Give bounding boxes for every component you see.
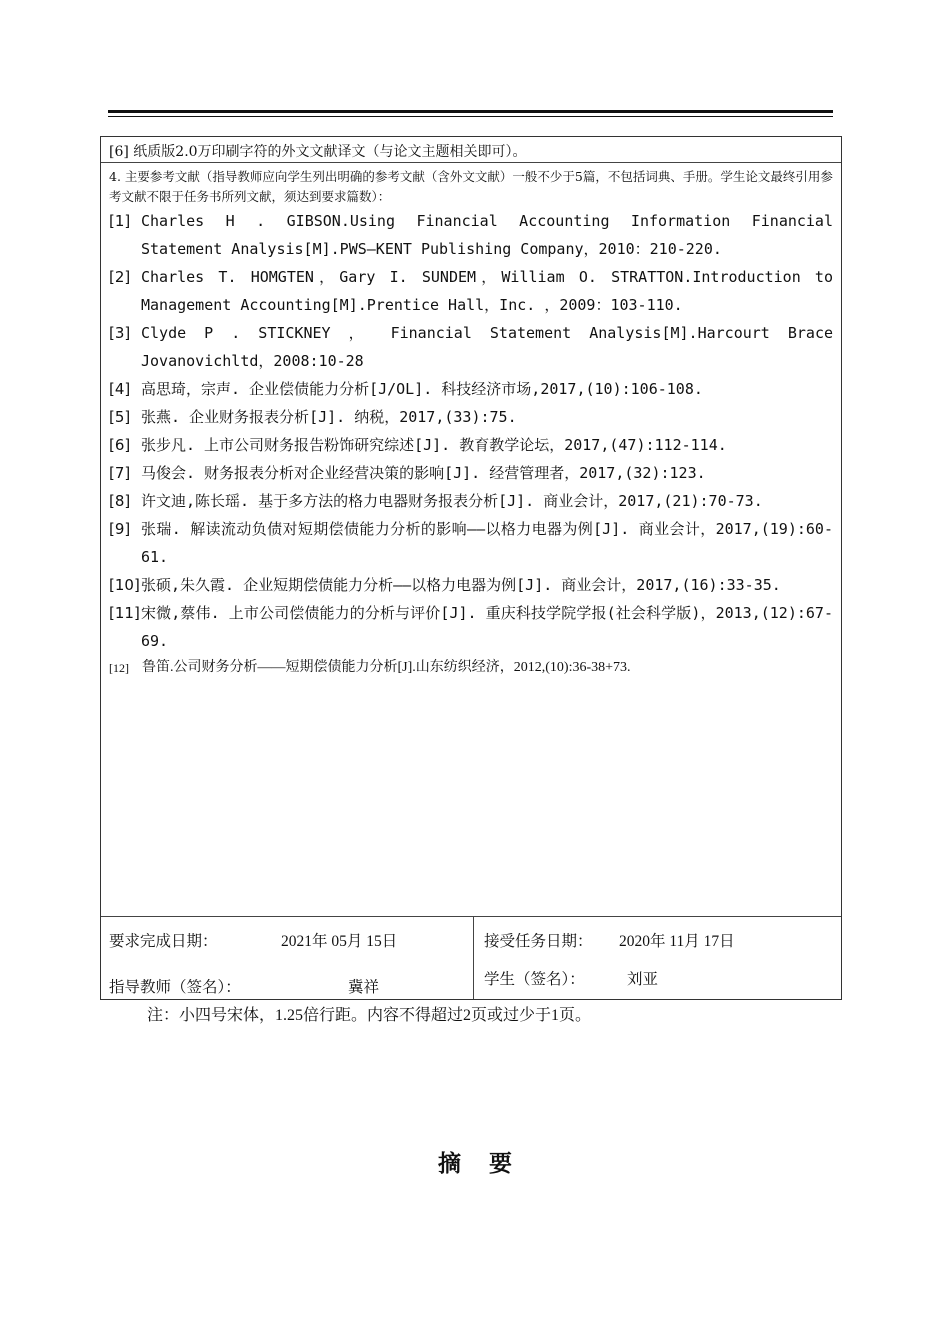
reference-text: 张步凡. 上市公司财务报告粉饰研究综述[J]. 教育教学论坛，2017,(47):112-114.: [141, 436, 727, 454]
format-note: 注：小四号宋体，1.25倍行距。内容不得超过2页或过少于1页。: [147, 1007, 592, 1024]
teacher-signature-label: 指导教师（签名）：: [109, 979, 241, 996]
reference-item: [109, 403, 833, 431]
reference-text: Clyde P . STICKNEY ， Financial Statement Analysis[M].Harcourt Brace Jovanovichltd，2008:10-28: [141, 324, 833, 370]
reference-item: [109, 207, 833, 263]
reference-item: [109, 319, 833, 375]
translation-requirement: [6] 纸质版2.0万印刷字符的外文文献译文（与论文主题相关即可）。: [109, 144, 527, 160]
reference-number: [7]: [109, 464, 131, 482]
task-table: [100, 136, 842, 1000]
accept-date-value: 2020年 11月 17日: [619, 933, 735, 950]
reference-text: 鲁笛.公司财务分析——短期偿债能力分析[J].山东纺织经济，2012,(10):36-38+73.: [142, 660, 631, 675]
reference-item: [109, 263, 833, 319]
reference-text: 马俊会. 财务报表分析对企业经营决策的影响[J]. 经营管理者，2017,(32):123.: [141, 464, 706, 482]
reference-text: 许文迪,陈长瑶. 基于多方法的格力电器财务报表分析[J]. 商业会计，2017,(21):70-73.: [141, 492, 763, 510]
references-intro: 4. 主要参考文献（指导教师应向学生列出明确的参考文献（含外文文献）一般不少于5篇，不包括词典、手册。学生论文最终引用参考文献不限于任务书所列文献，须达到要求篇数）：: [109, 169, 833, 204]
reference-text: 高思琦，宗声. 企业偿债能力分析[J/OL]. 科技经济市场,2017,(10):106-108.: [141, 380, 703, 398]
reference-text: 宋微,蔡伟. 上市公司偿债能力的分析与评价[J]. 重庆科技学院学报(社会科学版)，2013,(12):67-69.: [141, 604, 833, 650]
reference-item: [109, 655, 833, 681]
table-column-divider: [473, 916, 474, 999]
reference-number: [11]: [109, 604, 140, 622]
teacher-signature-name: 冀祥: [348, 979, 380, 996]
reference-number: [4]: [109, 380, 131, 398]
table-divider: [101, 162, 841, 163]
due-date-label: 要求完成日期：: [109, 933, 218, 950]
student-signature-label: 学生（签名）：: [484, 971, 585, 988]
accept-date-label: 接受任务日期：: [484, 933, 593, 950]
reference-number: [1]: [109, 212, 131, 230]
abstract-heading: 摘要: [438, 1151, 540, 1177]
reference-number: [2]: [109, 268, 131, 286]
header-rule-thick: [108, 110, 833, 113]
reference-number: [12]: [109, 661, 129, 675]
reference-number: [8]: [109, 492, 131, 510]
reference-number: [10]: [109, 576, 140, 594]
reference-item: [109, 431, 833, 459]
reference-item: [109, 599, 833, 655]
reference-number: [3]: [109, 324, 131, 342]
reference-number: [5]: [109, 408, 131, 426]
header-rule-thin: [108, 116, 833, 117]
reference-item: [109, 571, 833, 599]
reference-text: 张硕,朱久霞. 企业短期偿债能力分析——以格力电器为例[J]. 商业会计，2017,(16):33-35.: [141, 576, 781, 594]
reference-text: Charles T. HOMGTEN，Gary I. SUNDEM，William O. STRATTON.Introduction to Management Accounting[M].Prentice Hall，Inc. ，2009：103-110.: [141, 268, 833, 314]
student-signature-name: 刘亚: [627, 971, 659, 988]
reference-text: Charles H . GIBSON.Using Financial Accounting Information Financial Statement Analysis[M].PWS—KENT Publishing Company，2010：210-220.: [141, 212, 833, 258]
reference-text: 张瑞. 解读流动负债对短期偿债能力分析的影响——以格力电器为例[J]. 商业会计，2017,(19):60-61.: [141, 520, 833, 566]
reference-number: [9]: [109, 520, 131, 538]
reference-text: 张燕. 企业财务报表分析[J]. 纳税，2017,(33):75.: [141, 408, 517, 426]
reference-item: [109, 375, 833, 403]
due-date-value: 2021年 05月 15日: [281, 933, 398, 950]
table-divider: [101, 916, 841, 917]
reference-item: [109, 515, 833, 571]
reference-item: [109, 459, 833, 487]
reference-item: [109, 487, 833, 515]
reference-number: [6]: [109, 436, 131, 454]
reference-list: [109, 207, 833, 681]
